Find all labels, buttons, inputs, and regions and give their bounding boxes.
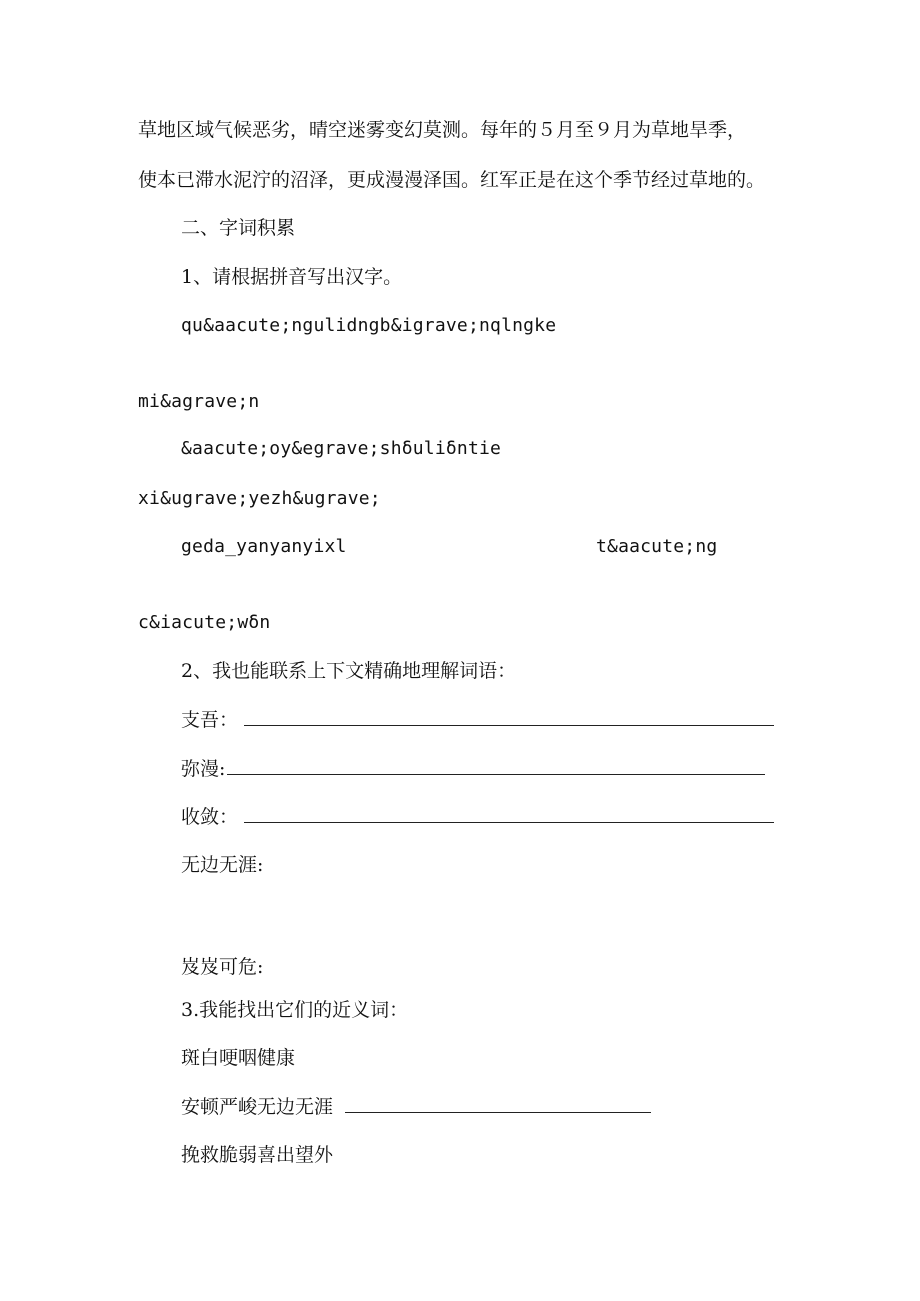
question-3-prompt: 3.我能找出它们的近义词：: [181, 999, 409, 1021]
intro-paragraph-line-2: 使本已滞水泥泞的沼泽，更成漫漫泽国。红军正是在这个季节经过草地的。: [138, 169, 766, 191]
pinyin-line-2-wrap: xi&ugrave;yezh&ugrave;: [138, 488, 381, 509]
definition-item: [181, 707, 774, 732]
answer-blank[interactable]: [227, 756, 765, 775]
answer-blank[interactable]: [345, 1094, 651, 1113]
definition-item: [181, 853, 263, 877]
pinyin-line-2: &aacute;oy&egrave;shδuliδntie: [181, 438, 502, 459]
definition-item: [181, 804, 774, 829]
synonym-row-3: 挽救脆弱喜出望外: [181, 1144, 334, 1166]
pinyin-line-1: qu&aacute;ngulidngb&igrave;nqlngke: [181, 315, 557, 336]
definition-item: [181, 955, 263, 979]
synonym-row-2-text: 安顿严峻无边无涯: [181, 1096, 334, 1118]
pinyin-line-3-wrap: c&iacute;wδn: [138, 612, 271, 633]
definition-word: 无边无涯:: [181, 854, 264, 876]
pinyin-line-1-wrap: mi&agrave;n: [138, 391, 260, 412]
intro-paragraph-line-1: 草地区域气候恶劣，晴空迷雾变幻莫测。每年的５月至９月为草地旱季，: [138, 119, 747, 141]
section-heading: 二、字词积累: [181, 217, 296, 239]
answer-blank[interactable]: [244, 804, 774, 823]
definition-word: 收敛：: [181, 806, 239, 828]
pinyin-line-3-left: geda_yanyanyixl: [181, 536, 347, 557]
synonym-row-1: 斑白哽咽健康: [181, 1047, 296, 1069]
definition-word: 岌岌可危:: [181, 956, 264, 978]
answer-blank[interactable]: [244, 707, 774, 726]
pinyin-line-3-right: t&aacute;ng: [596, 536, 718, 557]
definition-word: 弥漫:: [181, 758, 226, 780]
definition-item: [181, 756, 765, 781]
synonym-row-2: [181, 1094, 651, 1119]
question-1-prompt: 1、请根据拼音写出汉字。: [181, 266, 403, 288]
definition-word: 支吾：: [181, 709, 239, 731]
question-2-prompt: 2、我也能联系上下文精确地理解词语：: [181, 660, 517, 682]
